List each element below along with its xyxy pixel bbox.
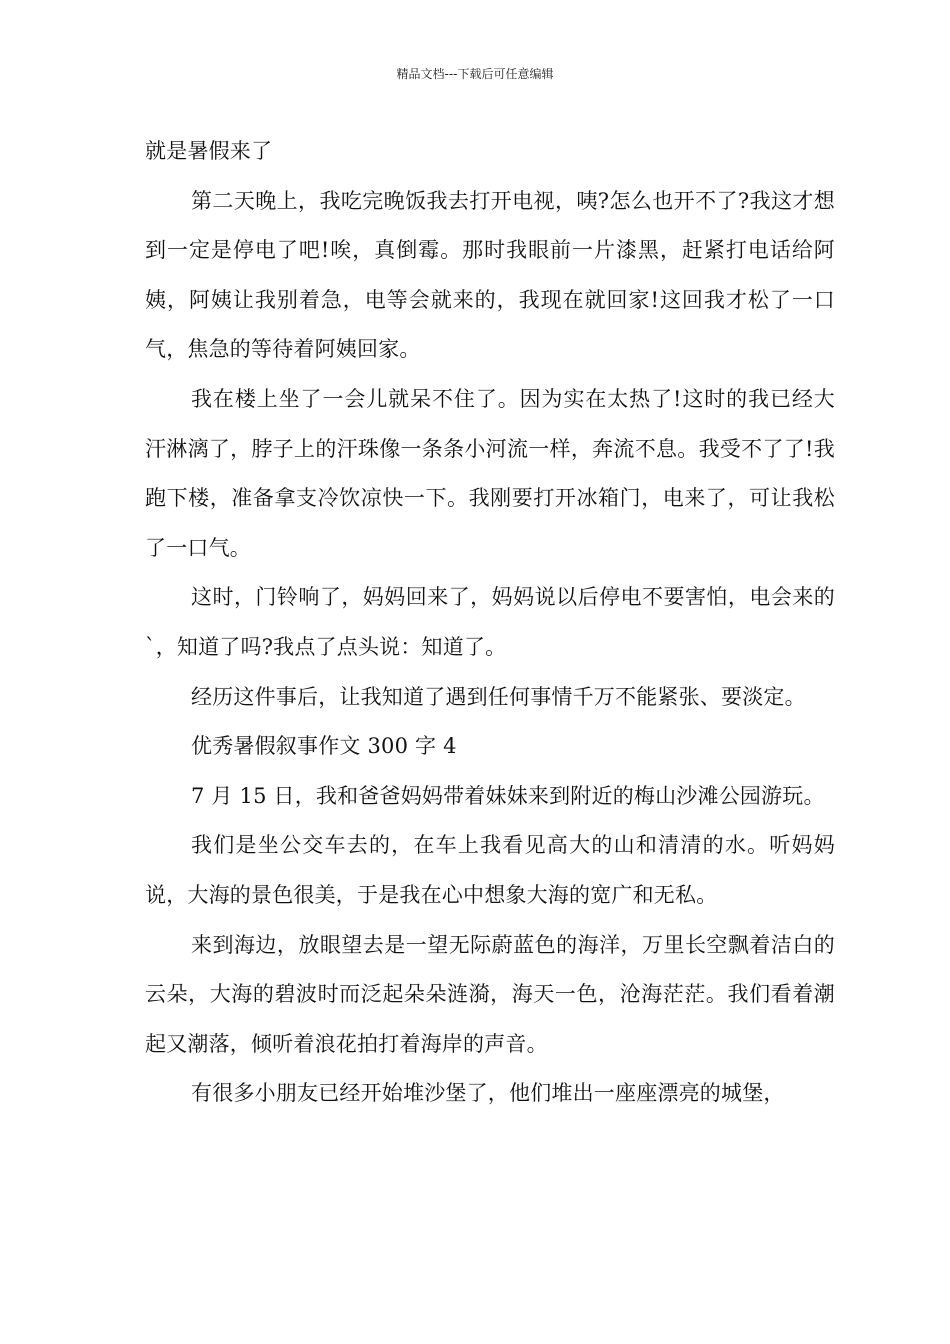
paragraph: 第二天晚上，我吃完晚饭我去打开电视，咦?怎么也开不了?我这才想到一定是停电了吧!唉，真倒霉。那时我眼前一片漆黑，赶紧打电话给阿姨，阿姨让我别着急，电等会就来的，我现在就回家!这回我才松了一口气，焦急的等待着阿姨回家。 — [145, 188, 835, 362]
paragraph: 有很多小朋友已经开始堆沙堡了，他们堆出一座座漂亮的城堡， — [191, 1081, 785, 1106]
paragraph: 来到海边，放眼望去是一望无际蔚蓝色的海洋，万里长空飘着洁白的云朵，大海的碧波时而泛起朵朵涟漪，海天一色，沧海茫茫。我们看着潮起又潮落，倾听着浪花拍打着海岸的声音。 — [145, 932, 835, 1056]
section-heading: 优秀暑假叙事作文 300 字 4 — [191, 734, 457, 759]
paragraph: 这时，门铃响了，妈妈回来了，妈妈说以后停电不要害怕，电会来的`，知道了吗?我点了点头说：知道了。 — [145, 585, 835, 659]
paragraph: 我们是坐公交车去的，在车上我看见高大的山和清清的水。听妈妈说，大海的景色很美，于是我在心中想象大海的宽广和无私。 — [145, 833, 835, 907]
page-header: 精品文档---下载后可任意编辑 — [396, 67, 554, 81]
document-body — [145, 127, 835, 1119]
paragraph: 我在楼上坐了一会儿就呆不住了。因为实在太热了!这时的我已经大汗淋漓了，脖子上的汗珠像一条条小河流一样，奔流不息。我受不了了!我跑下楼，准备拿支冷饮凉快一下。我刚要打开冰箱门，电来了，可让我松了一口气。 — [145, 386, 835, 560]
paragraph: 就是暑假来了 — [145, 139, 273, 163]
paragraph: 7 月 15 日，我和爸爸妈妈带着妹妹来到附近的梅山沙滩公园游玩。 — [191, 783, 825, 808]
paragraph: 经历这件事后，让我知道了遇到任何事情千万不能紧张、要淡定。 — [191, 684, 806, 709]
